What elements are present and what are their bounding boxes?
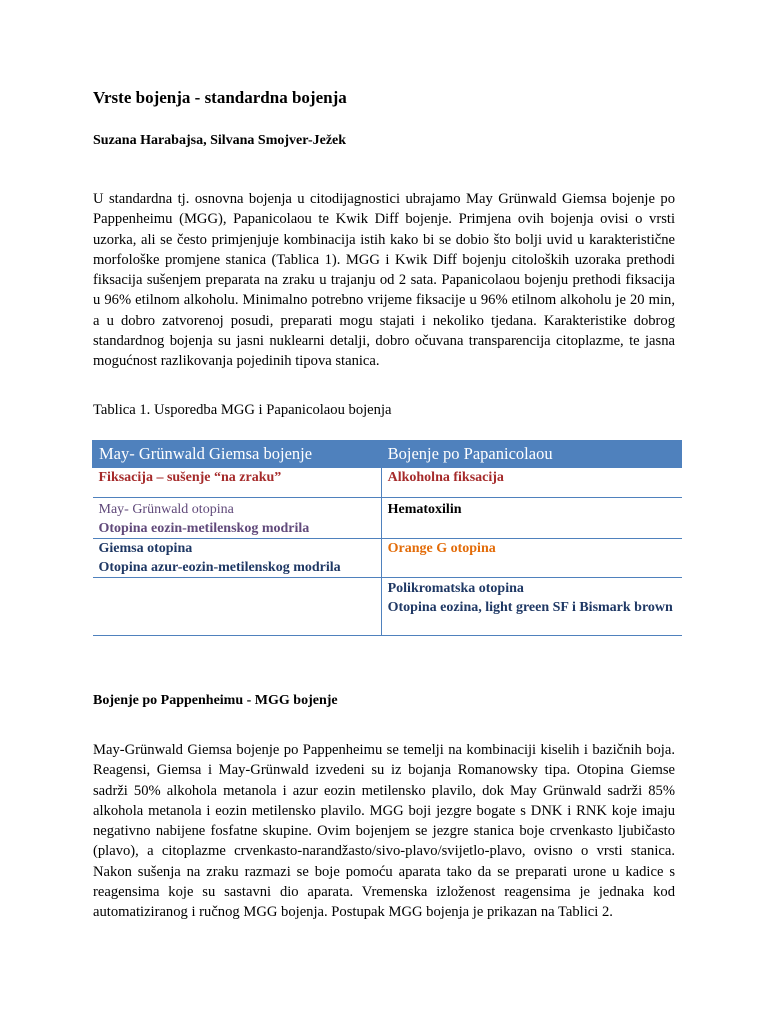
table-cell-empty (93, 578, 382, 636)
table-cell (381, 578, 681, 636)
authors: Suzana Harabajsa, Silvana Smojver-Ježek (93, 133, 347, 148)
comparison-table (92, 440, 682, 636)
cell-text: Alkoholna fiksacija (387, 470, 504, 485)
cell-text: Fiksacija – sušenje “na zraku” (98, 470, 282, 485)
table-row (93, 468, 682, 498)
table-row (93, 498, 682, 539)
mgg-paragraph: May-Grünwald Giemsa bojenje po Pappenheimu se temelji na kombinaciji kiselih i bazičnih boja. Reagensi, Giemsa i May-Grünwald izvedeni su iz bojanja Romanowsky tipa. Otopina Giemse sadrži 50% alkohola metanola i azur eozin metilensko plavilo, dok May Grünwald sadrži 85% alkohola metanola i eozin metilensko plavilo. MGG boji jezgre bogate s DNK i RNK koje imaju negativno nabijene fosfatne skupine. Ovim bojenjem se jezgre stanica boje crvenkasto ljubičasto (plavo), a citoplazme crvenkasto-narandžasto/sivo-plavo/svijetlo-plavo, ovisno o vrsti stanica. Nakon sušenja na zraku razmazi se boje pomoću aparata tako da se preparati urone u kadice s reagensima koje su sastavni dio aparata. Vremenska izloženost reagensima je jednaka kod automatiziranog i ručnog MGG bojenja. Postupak MGG bojenja je prikazan na Tablici 2. (93, 742, 675, 921)
page-title: Vrste bojenja - standardna bojenja (93, 88, 347, 107)
table-caption: Tablica 1. Usporedba MGG i Papanicolaou bojenja (93, 402, 392, 418)
cell-text: Otopina eozina, light green SF i Bismark brown (387, 600, 673, 615)
section-title: Bojenje po Pappenheimu - MGG bojenje (93, 693, 338, 708)
table-cell (93, 468, 382, 498)
cell-text: Hematoxilin (387, 502, 462, 517)
cell-text: Giemsa otopina (98, 541, 193, 556)
table-cell (93, 539, 382, 578)
cell-text: Polikromatska otopina (387, 581, 524, 596)
table-cell (381, 468, 681, 498)
table-header-mgg: May- Grünwald Giemsa bojenje (93, 441, 382, 468)
table-cell (381, 539, 681, 578)
cell-text: Otopina azur-eozin-metilenskog modrila (98, 560, 341, 575)
table-cell (93, 498, 382, 539)
intro-paragraph: U standardna tj. osnovna bojenja u citodijagnostici ubrajamo May Grünwald Giemsa bojenje po Pappenheimu (MGG), Papanicolaou te Kwik Diff bojenje. Primjena ovih bojenja ovisi o vrsti uzorka, ali se često primjenjuje kombinacija istih kako bi se dobio što bolji uvid u karakteristične morfološke promjene stanica (Tablica 1). MGG i Kwik Diff bojenju citoloških uzoraka prethodi fiksacija sušenjem preparata na zraku u trajanju od 2 sata. Papanicolaou bojenju prethodi fiksacija u 96% etilnom alkoholu. Minimalno potrebno vrijeme fiksacije u 96% etilnom alkoholu je 20 min, a u dobro zatvorenoj posudi, preparati mogu stajati i nekoliko tjedana. Karakteristike dobrog standardnog bojenja su jasni nuklearni detalji, dobro očuvana transparencija citoplazme, te jasna mogućnost razlikovanja pojedinih tipova stanica. (93, 191, 675, 370)
table-header-papanicolaou: Bojenje po Papanicolaou (381, 441, 681, 468)
table-header-row (93, 441, 682, 468)
table-cell (381, 498, 681, 539)
cell-text: Orange G otopina (387, 541, 496, 556)
cell-text: May- Grünwald otopina (98, 502, 234, 517)
table-row (93, 578, 682, 636)
cell-text: Otopina eozin-metilenskog modrila (98, 521, 310, 536)
table-row (93, 539, 682, 578)
